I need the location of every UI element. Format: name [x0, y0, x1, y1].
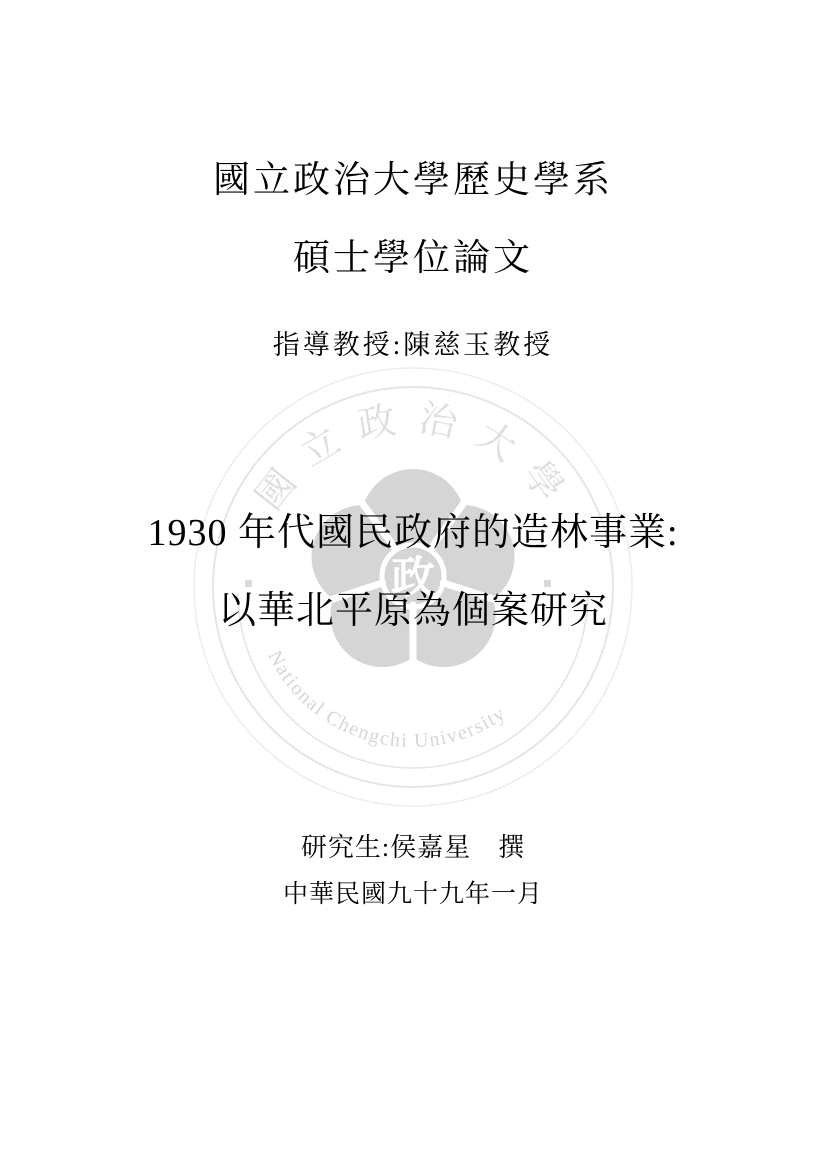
thesis-title-line2: 以華北平原為個案研究	[217, 590, 608, 632]
emblem-glyph: 政	[391, 553, 435, 603]
plum-blossom-icon	[307, 469, 520, 685]
author-line: 研究生:侯嘉星 撰	[300, 833, 526, 862]
seal-bottom-text: National Chengchi University	[263, 646, 511, 753]
seal-right-dot	[544, 580, 551, 587]
date-line: 中華民國九十九年一月	[282, 881, 543, 908]
advisor-line: 指導教授:陳慈玉教授	[272, 330, 554, 360]
degree-line: 碩士學位論文	[293, 238, 533, 279]
nccu-seal-watermark	[183, 357, 643, 817]
thesis-title-line1: 1930 年代國民政府的造林事業:	[147, 512, 679, 554]
seal-top-text: 國立政治大學	[248, 396, 582, 525]
seal-left-dot	[245, 580, 252, 587]
department-line: 國立政治大學歷史學系	[213, 160, 613, 201]
